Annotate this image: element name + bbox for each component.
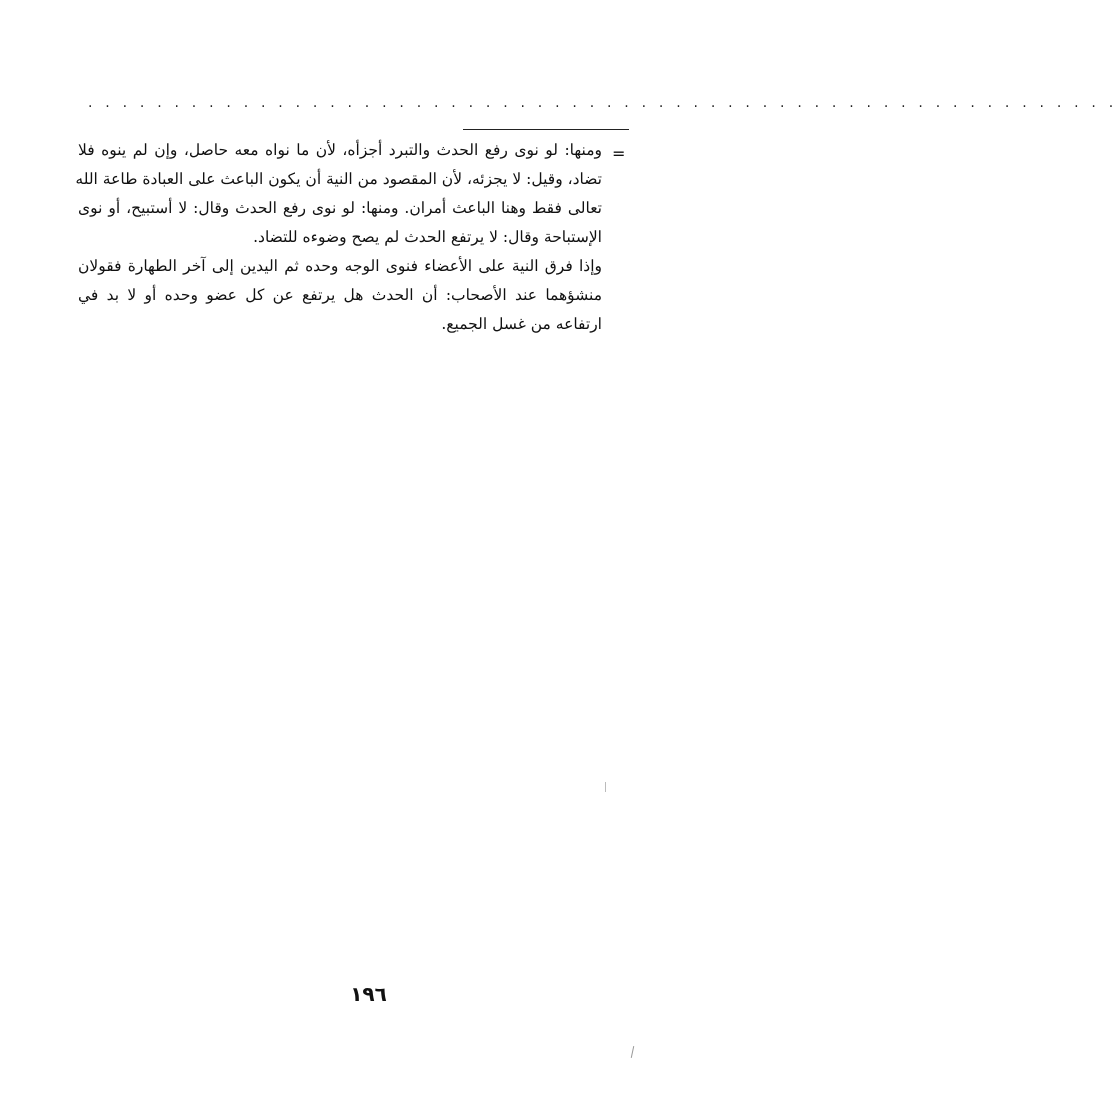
footnote-line: تعالى فقط وهنا الباعث أمران. ومنها: لو نوى رفع الحدث وقال: لا أستبيح، أو نوى — [78, 199, 602, 217]
footnote-rule — [463, 129, 629, 130]
footnote-paragraph-1 — [75, 136, 602, 252]
scan-speck — [605, 782, 606, 792]
footnote-line: الإستباحة وقال: لا يرتفع الحدث لم يصح وضوءه للتضاد. — [253, 228, 602, 246]
continuation-mark: = — [612, 144, 626, 163]
footnote-line: وإذا فرق النية على الأعضاء فنوى الوجه وحده ثم اليدين إلى آخر الطهارة فقولان — [78, 257, 602, 275]
footnote-paragraph-2 — [78, 252, 602, 339]
footnote-line: تضاد، وقيل: لا يجزئه، لأن المقصود من النية أن يكون الباعث على العبادة طاعة الله — [75, 170, 602, 188]
footnote-line: ومنها: لو نوى رفع الحدث والتبرد أجزأه، لأن ما نواه معه حاصل، وإن لم ينوه فلا — [78, 141, 602, 159]
footnote-block — [75, 136, 602, 339]
page-number: ١٩٦ — [350, 982, 387, 1006]
scan-speck — [631, 1046, 634, 1058]
footnote-line: ارتفاعه من غسل الجميع. — [441, 315, 602, 333]
dot-leader-separator: . . . . . . . . . . . . . . . . . . . . . . . . . . . . . . . . . . . . . . . . . . . . . . . . . . . . . . . . . . . . — [88, 95, 1117, 111]
footnote-line: منشؤهما عند الأصحاب: أن الحدث هل يرتفع عن كل عضو وحده أو لا بد في — [78, 286, 602, 304]
